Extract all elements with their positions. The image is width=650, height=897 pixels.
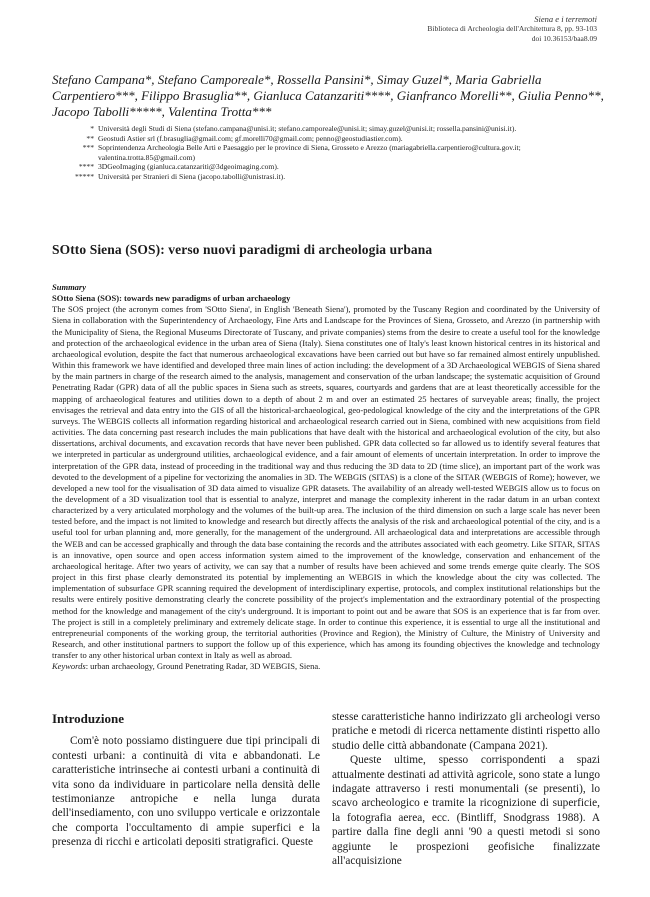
affiliations: [52, 124, 612, 182]
affiliation: [52, 143, 612, 162]
affiliation: [52, 134, 612, 144]
section-heading: Introduzione: [52, 711, 124, 726]
article-title: SOtto Siena (SOS): verso nuovi paradigmi di archeologia urbana: [52, 242, 433, 257]
affiliation-text: Università per Stranieri di Siena (jacopo.tabolli@unistrasi.it).: [98, 171, 286, 181]
series-title: Siena e i terremoti: [534, 14, 597, 24]
body-paragraph: Queste ultime, spesso corrispondenti a spazi attualmente destinati ad attività agricole, sono state a lungo indagate attraverso i resti monumentali (se presenti), lo scavo archeologico e tramite la ricognizione di superficie, la fotografia aerea, ecc. (Bintliff, Snodgrass 1988). A partire dalla fine degli anni '90 a questi metodi si sono aggiunte le prospezioni geofisiche finalizzate all'acquisizione: [332, 754, 600, 868]
body-paragraph: Com'è noto possiamo distinguere due tipi principali di contesti urbani: a continuità di vita e abbandonati. Le caratteristiche intrinseche ai contesti urbani a continuità di vita sono da individuare in particolare nella densità delle testimonianze antropiche e nella lunga durata dell'insediamento, con uno sviluppo verticale e orizzontale che comporta l'occultamento di ampie superfici e la presenza di ricchi e articolati depositi stratigrafici. Queste: [52, 735, 320, 849]
affiliation-mark: *****: [75, 171, 94, 181]
affiliation-mark: **: [86, 133, 94, 143]
keywords-list: : urban archaeology, Ground Penetrating Radar, 3D WEBGIS, Siena.: [85, 661, 321, 672]
affiliation-text: Geostudi Astier srl (f.brasuglia@gmail.com; gf.morelli70@gmail.com; penno@geostudiastier.com).: [98, 133, 403, 143]
summary-label: Summary: [52, 282, 87, 292]
affiliation-mark: ****: [78, 162, 94, 172]
affiliation: [52, 172, 612, 182]
affiliation: [52, 124, 612, 134]
keywords-label: Keywords: [52, 661, 86, 672]
affiliation-text: Università degli Studi di Siena (stefano.campana@unisi.it; stefano.camporeale@unisi.it; simay.guzel@unisi.it; rossella.pansini@unisi.it).: [98, 124, 517, 133]
left-column: [52, 712, 320, 850]
right-column: [332, 710, 600, 868]
publication-info: Biblioteca di Archeologia dell'Architettura 8, pp. 93-103: [427, 24, 597, 33]
body-paragraph: stesse caratteristiche hanno indirizzato gli archeologi verso pratiche e metodi di ricerca nettamente distinti rispetto allo studio delle città abbandonate (Campana 2021).: [332, 711, 600, 752]
summary-body: The SOS project (the acronym comes from 'SOtto Siena', in English 'Beneath Siena'), promoted by the Tuscany Region and coordinated by the University of Siena in collaboration with the Superintendency of Archaeology, Fine Arts and Landscape for the Provinces of Siena, Grosseto, and Arezzo (in partnership with the Municipality of Siena, the Regional Museums Directorate of Tuscany, and private companies) stems from the desire to create a useful tool for the knowledge and protection of the archaeological evidence in the urban area of Siena (Italy). Siena constitutes one of Italy's least known historical centres in its historical and archaeological evolution, despite the fact that numerous archaeological excavations have been carried out but have so far remained almost entirely unpublished. Within this framework we have identified and developed three main lines of action including: the development of a 3D Archaeological WEBGIS of Siena shared by the main partners in charge of the research aimed to the analysis, management and conservation of the urban landscape; the systematic acquisition of Ground Penetrating Radar (GPR) data of all the public spaces in Siena such as streets, squares, courtyards and gardens that are at least theoretically accessible for the mapping of archaeological features and utilities down to a depth of about 2 m and over an estimated 25 hectares of surveyable areas; finally, the project envisages the retrieval and data entry into the GIS of all the historical-archaeological, geo-pedological knowledge of the city and the interpretations of the GPR surveys. The WEBGIS collects all information regarding historical and archaeological research carried out in Siena, combined with new acquisitions from field activities. The data concerning past research includes the main publications that have dealt with the historical and archaeological evolution of the city, but also dissertations, archival documents, and excavation records that have never been published. GPR data collected so far allowed us to identify several features that we interpreted in particular as underground utilities, archaeological evidence, and a fair amount of elements of uncertain interpretation. In order to improve the interpretation of the GPR data, instead of proceeding in the traditional way and thus reducing the 3D data to 2D (time slice), an important part of the work was devoted to the development of a pipeline for vectorizing the anomalies in 3D. The WEBGIS (SITAS) is a clone of the SITAR (WEBGIS of Rome); however, we developed a new tool for the visualisation of 3D data aimed to visualize GPR datasets. The availability of an already well-tested WEBGIS allow us to focus on the development of a 3D visualization tool that is essential to analyze, interpret and manage the complexity inherent in the radar datum in an urban context characterized by a very articulated morphology and the volumes of the built-up area. The inclusion of the third dimension on such a large scale has never been tested before, and the impact is not limited to knowledge and research but directly affects the analysis of the risk and archaeological potential of the city, and is a useful tool for urban planning and, more generally, for the management of the underground. All archaeological data and interpretations are accessible through the WEB and can be accessed graphically and through the data base containing the records and the attributes associated with each geometry. Like SITAR, SITAS is an innovative, open source and open access information system aimed to the improvement of the knowledge, conservation and enhancement of the archaeological heritage. After two years of activity, we can say that a number of results have been achieved and some trends emerge quite clearly. The SOS project in this first phase clearly demonstrated its potential by implementing an WEBGIS in which the knowledge about the city was collected. The implementation of subsurface GPR scanning required the development of interdisciplinary expertise, protocols, and complex institutional relationships but the results were entirely positive demonstrating clearly the concrete possibility of the project's implementation and the extraordinary potential of the prospecting method for the knowledge and management of the city's underground. It is important to point out and be aware that SOS is an experience that is far from over. The project is still in a completely preliminary and extremely delicate stage. In order to continue this experience, it is essential to urge all the institutional and entrepreneurial components of the working group, the territorial authorities (Province and Region), the Ministry of Culture, the Ministry of University and Research, and other institutional partners to support the follow up of this experience, which has among its founding objectives the knowledge and technology transfer to any other historical urban context in Italy as well as abroad.: [52, 304, 600, 661]
affiliation-text: Soprintendenza Archeologia Belle Arti e Paesaggio per le province di Siena, Grosseto e Arezzo (mariagabriella.carpentiero@cultura.gov.it; valentina.trotta.85@gmail.com): [98, 143, 521, 162]
summary-section: [52, 282, 600, 672]
doi: doi 10.36153/baa8.09: [531, 34, 597, 43]
running-header: [427, 14, 597, 44]
author-list: Stefano Campana*, Stefano Camporeale*, Rossella Pansini*, Simay Guzel*, Maria Gabriella Carpentiero***, Filippo Brasuglia**, Gianluca Catanzariti****, Gianfranco Morelli**, Giulia Penno**, Jacopo Tabolli*****, Valentina Trotta***: [52, 72, 604, 119]
affiliation: [52, 162, 612, 172]
keywords: [52, 661, 600, 672]
affiliation-mark: ***: [82, 143, 94, 153]
summary-subtitle: SOtto Siena (SOS): towards new paradigms of urban archaeology: [52, 293, 291, 304]
affiliation-text: 3DGeoImaging (gianluca.catanzariti@3dgeoimaging.com).: [98, 162, 279, 172]
affiliation-mark: *: [90, 124, 94, 133]
